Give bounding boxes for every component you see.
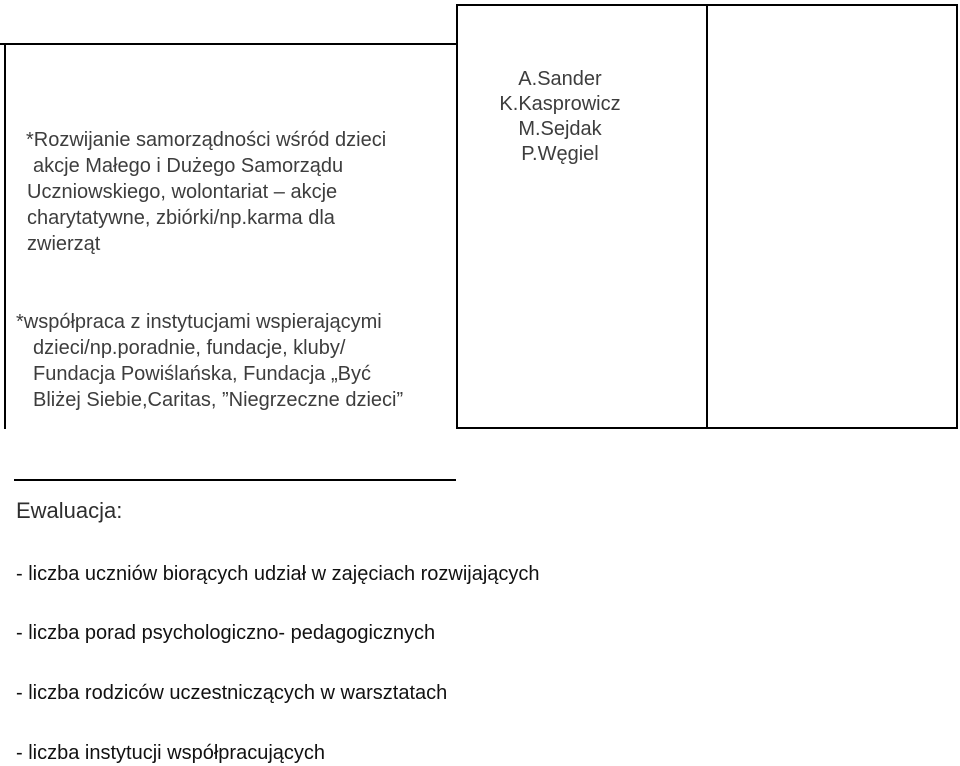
table-column-divider-1	[456, 4, 458, 429]
activity-line: Bliżej Siebie,Caritas, ”Niegrzeczne dzieci”	[33, 389, 404, 411]
responsible-persons	[470, 67, 650, 167]
activity-line: charytatywne, zbiórki/np.karma dla	[27, 207, 335, 229]
table-top-border-left	[0, 43, 458, 45]
activity-line: *współpraca z instytucjami wspierającymi	[16, 311, 382, 333]
activity-line: Fundacja Powiślańska, Fundacja „Być	[33, 363, 371, 385]
activity-line: akcje Małego i Dużego Samorządu	[33, 155, 344, 177]
person-name: M.Sejdak	[518, 118, 602, 140]
evaluation-item: - liczba porad psychologiczno- pedagogicznych	[16, 622, 436, 644]
evaluation-title: Ewaluacja:	[16, 498, 123, 523]
activity-line: dzieci/np.poradnie, fundacje, kluby/	[33, 337, 346, 359]
activity-line: Uczniowskiego, wolontariat – akcje	[27, 181, 338, 203]
activity-institution-cooperation	[16, 309, 403, 413]
person-name: P.Węgiel	[521, 143, 599, 165]
activity-line: *Rozwijanie samorządności wśród dzieci	[26, 129, 387, 151]
person-name: K.Kasprowicz	[499, 93, 621, 115]
table-column-divider-2	[706, 4, 708, 429]
evaluation-item: - liczba instytucji współpracujących	[16, 742, 326, 764]
activity-line: zwierząt	[27, 233, 101, 255]
activity-self-government	[26, 127, 386, 257]
section-separator	[14, 479, 456, 481]
table-right-border	[956, 4, 958, 429]
evaluation-item: - liczba uczniów biorących udział w zajęciach rozwijających	[16, 563, 540, 585]
evaluation-item: - liczba rodziców uczestniczących w warsztatach	[16, 682, 448, 704]
table-left-border	[4, 43, 6, 429]
table-bottom-border	[456, 427, 958, 429]
person-name: A.Sander	[518, 68, 602, 90]
